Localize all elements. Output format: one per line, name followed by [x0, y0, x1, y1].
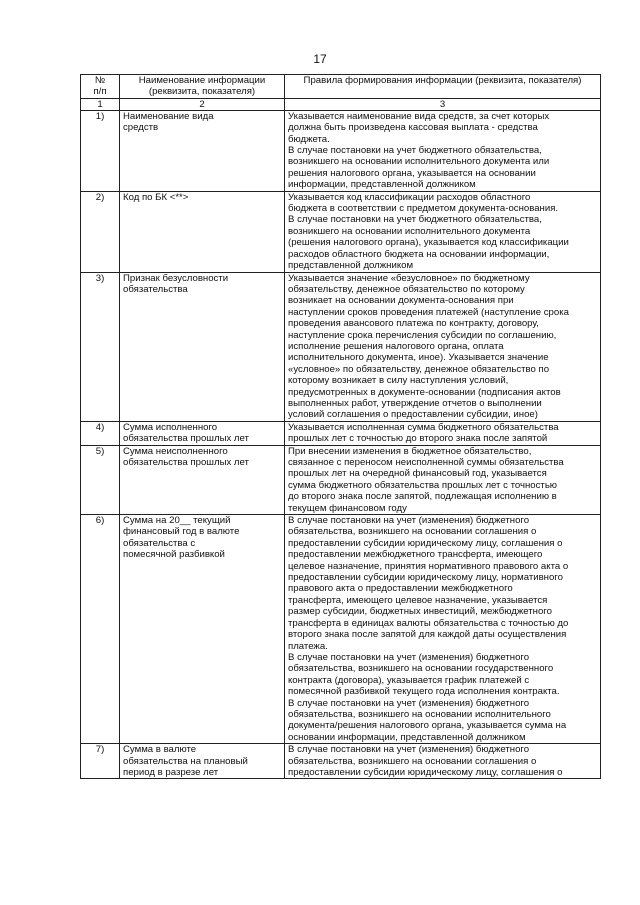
row-name: Сумма исполненного обязательства прошлых лет — [120, 421, 285, 445]
row-rule: В случае постановки на учет (изменения) бюджетного обязательства, возникшего на основании соглашения о предоставлении субсидии юридическому лицу, соглашения о — [285, 744, 601, 779]
header-rules: Правила формирования информации (реквизита, показателя) — [285, 75, 601, 99]
header-number: № п/п — [81, 75, 120, 99]
row-name: Признак безусловности обязательства — [120, 272, 285, 421]
row-rule: Указывается наименование вида средств, за счет которых должна быть произведена кассовая выплата - средства бюджета. В случае постановки на учет бюджетного обязательства, возникшего на основании исполнительного документа или решения налогового органа, указывается на основании информации, представленной должником — [285, 110, 601, 191]
table-row — [81, 110, 601, 191]
row-name: Сумма на 20__ текущий финансовый год в валюте обязательства с помесячной разбивкой — [120, 515, 285, 744]
header-info-name: Наименование информации (реквизита, показателя) — [120, 75, 285, 99]
row-number: 2) — [81, 191, 120, 272]
row-number: 7) — [81, 744, 120, 779]
row-rule: В случае постановки на учет (изменения) бюджетного обязательства, возникшего на основании соглашения о предоставлении субсидии юридическому лицу, соглашения о предоставлении межбюджетного трансферта, имеющего целевое назначение, принятия нормативного правового акта о предоставлении субсидии юридическому лицу, нормативного правового акта о предоставлении межбюджетного трансферта, имеющего целевое назначение, указывается размер субсидии, бюджетных инвестиций, межбюджетного трансферта в единицах валюты обязательства с точностью до второго знака после запятой для каждой даты осуществления платежа. В случае постановки на учет (изменения) бюджетного обязательства, возникшего на основании государственного контракта (договора), указывается график платежей с помесячной разбивкой текущего года исполнения контракта. В случае постановки на учет (изменения) бюджетного обязательства, возникшего на основании исполнительного документа/решения налогового органа, указывается сумма на основании информации, представленной должником — [285, 515, 601, 744]
table-row — [81, 744, 601, 779]
table-row — [81, 445, 601, 514]
column-index: 1 — [81, 98, 120, 110]
row-rule: При внесении изменения в бюджетное обязательство, связанное с переносом неисполненной суммы обязательства прошлых лет на очередной финансовый год, указывается сумма бюджетного обязательства прошлых лет с точностью до второго знака после запятой, подлежащая исполнению в текущем финансовом году — [285, 445, 601, 514]
table-row — [81, 515, 601, 744]
table-row — [81, 421, 601, 445]
row-number: 6) — [81, 515, 120, 744]
row-name: Сумма в валюте обязательства на плановый период в разрезе лет — [120, 744, 285, 779]
row-rule: Указывается код классификации расходов областного бюджета в соответствии с предметом документа-основания. В случае постановки на учет бюджетного обязательства, возникшего на основании исполнительного документа (решения налогового органа), указывается код классификации расходов областного бюджета на основании информации, представленной должником — [285, 191, 601, 272]
row-rule: Указывается значение «безусловное» по бюджетному обязательству, денежное обязательство по которому возникает на основании документа-основания при наступлении сроков проведения платежей (наступление срока проведения авансового платежа по контракту, договору, наступление срока перечисления субсидии по соглашению, исполнение решения налогового органа, оплата исполнительного документа, иное). Указывается значение «условное» по обязательству, денежное обязательство по которому возникает в силу наступления условий, предусмотренных в документе-основании (подписания актов выполненных работ, утверждение отчетов о выполнении условий соглашения о предоставлении субсидии, иное) — [285, 272, 601, 421]
table-row — [81, 272, 601, 421]
header-row — [81, 75, 601, 99]
row-name: Сумма неисполненного обязательства прошлых лет — [120, 445, 285, 514]
row-name: Наименование вида средств — [120, 110, 285, 191]
row-number: 1) — [81, 110, 120, 191]
column-index: 3 — [285, 98, 601, 110]
table-row — [81, 191, 601, 272]
rules-table — [80, 74, 601, 779]
row-number: 3) — [81, 272, 120, 421]
row-name: Код по БК <**> — [120, 191, 285, 272]
column-index-row — [81, 98, 601, 110]
column-index: 2 — [120, 98, 285, 110]
page-number: 17 — [313, 52, 327, 66]
row-rule: Указывается исполненная сумма бюджетного обязательства прошлых лет с точностью до второго знака после запятой — [285, 421, 601, 445]
row-number: 4) — [81, 421, 120, 445]
row-number: 5) — [81, 445, 120, 514]
